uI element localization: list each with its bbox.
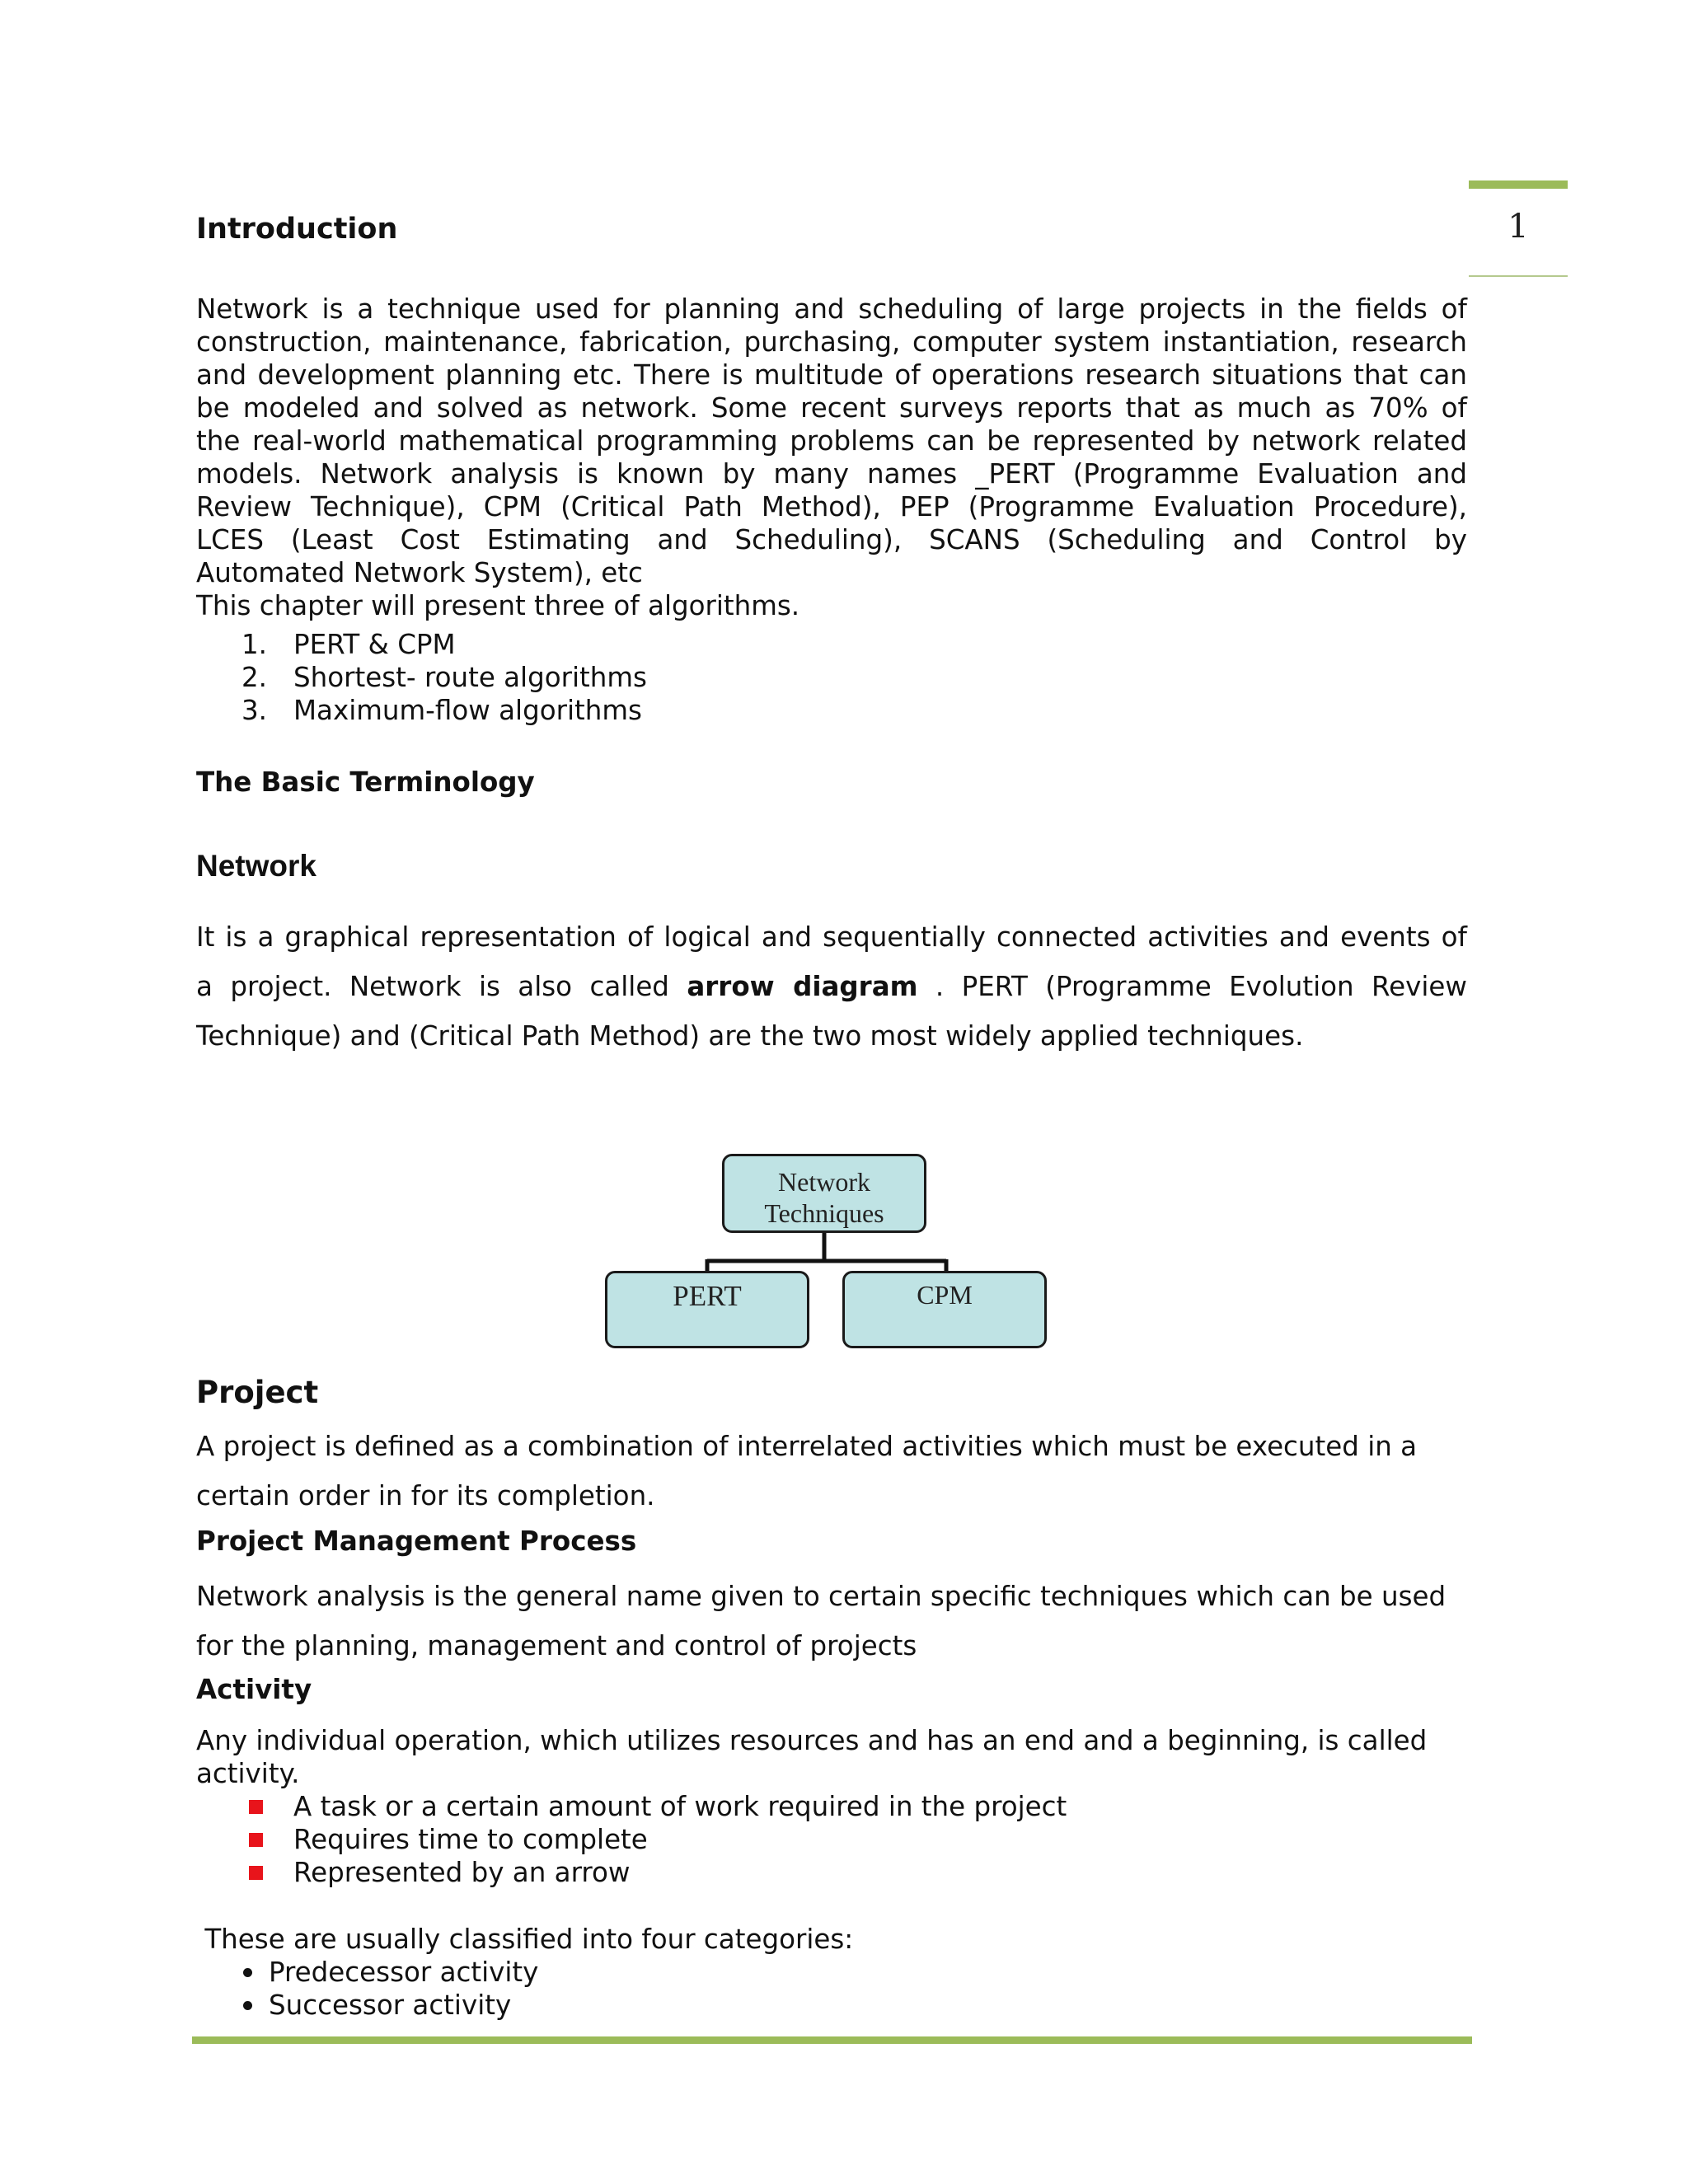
network-line-3: Technique) and (Critical Path Method) are the two most widely applied techniques.	[196, 1020, 1304, 1052]
bullet-text: A task or a certain amount of work required in the project	[293, 1791, 1067, 1822]
chapter-line: This chapter will present three of algorithms.	[196, 590, 800, 621]
activity-bullets	[196, 1790, 1432, 1889]
bullet-dot-icon	[243, 2001, 252, 2010]
intro-line: LCES (Least Cost Estimating and Scheduling), SCANS (Scheduling and Control by	[196, 524, 1467, 555]
list-item	[196, 1790, 1432, 1823]
bullet-dot-icon	[243, 1968, 252, 1977]
list-text: Shortest- route algorithms	[293, 662, 647, 693]
project-line-2: certain order in for its completion.	[196, 1480, 655, 1511]
box-text: CPM	[917, 1280, 973, 1310]
network-line-2	[196, 962, 1467, 1011]
activity-line-2: activity.	[196, 1758, 300, 1789]
list-number: 2.	[241, 662, 268, 693]
algorithms-list	[196, 628, 1268, 727]
red-square-bullet-icon	[249, 1800, 263, 1814]
header-thin-rule	[1469, 275, 1568, 277]
project-heading: Project	[196, 1375, 319, 1410]
basic-terminology-heading: The Basic Terminology	[196, 766, 535, 798]
red-square-bullet-icon	[249, 1866, 263, 1880]
header-accent-rule	[1469, 180, 1568, 189]
list-item	[196, 628, 1268, 661]
list-item	[196, 1956, 1432, 1989]
bullet-text: Represented by an arrow	[293, 1857, 631, 1888]
network-line-2-post: . PERT (Programme Evolution Review	[935, 971, 1467, 1002]
project-paragraph	[196, 1422, 1467, 1521]
network-techniques-diagram	[605, 1154, 1055, 1353]
cpm-box	[842, 1271, 1047, 1348]
categories-list	[196, 1956, 1432, 2022]
arrow-diagram-term: arrow diagram	[687, 971, 918, 1002]
list-number: 3.	[241, 695, 268, 726]
list-text: PERT & CPM	[293, 629, 456, 660]
introduction-paragraph	[196, 293, 1467, 622]
list-number: 1.	[241, 629, 268, 660]
project-line-1: A project is defined as a combination of interrelated activities which must be executed in a	[196, 1431, 1418, 1462]
bullet-text: Requires time to complete	[293, 1824, 648, 1855]
list-item	[196, 694, 1268, 727]
intro-line: be modeled and solved as network. Some recent surveys reports that as much as 70% of	[196, 392, 1467, 424]
list-text: Maximum-flow algorithms	[293, 695, 642, 726]
pert-box	[605, 1271, 809, 1348]
list-item	[196, 1989, 1432, 2022]
intro-line: construction, maintenance, fabrication, purchasing, computer system instantiation, research	[196, 326, 1467, 358]
categories-intro: These are usually classified into four categories:	[196, 1924, 854, 1955]
network-paragraph	[196, 912, 1467, 1061]
network-techniques-box	[722, 1154, 926, 1233]
pmp-paragraph	[196, 1572, 1467, 1671]
red-square-bullet-icon	[249, 1833, 263, 1847]
box-text: Techniques	[764, 1198, 884, 1228]
box-text: PERT	[673, 1280, 742, 1312]
intro-line: Review Technique), CPM (Critical Path Method), PEP (Programme Evaluation Procedure),	[196, 491, 1467, 523]
activity-line-1: Any individual operation, which utilizes resources and has an end and a beginning, is called	[196, 1725, 1428, 1756]
activity-paragraph	[196, 1724, 1467, 1790]
pmp-line-1: Network analysis is the general name given to certain specific techniques which can be used	[196, 1581, 1447, 1612]
list-item	[196, 1856, 1432, 1889]
footer-accent-rule	[192, 2036, 1472, 2044]
page-number: 1	[1507, 208, 1529, 246]
pmp-heading: Project Management Process	[196, 1526, 637, 1557]
network-line-2-pre: a project. Network is also called	[196, 971, 687, 1002]
pmp-line-2: for the planning, management and control of projects	[196, 1630, 917, 1661]
list-item	[196, 661, 1268, 694]
bullet-text: Predecessor activity	[269, 1957, 539, 1988]
intro-line: Network is a technique used for planning and scheduling of large projects in the fields of	[196, 293, 1467, 325]
intro-line: and development planning etc. There is multitude of operations research situations that can	[196, 359, 1467, 391]
intro-line: models. Network analysis is known by many names _PERT (Programme Evaluation and	[196, 458, 1467, 490]
activity-heading: Activity	[196, 1674, 312, 1705]
network-line-1: It is a graphical representation of logical and sequentially connected activities and events of	[196, 921, 1467, 953]
network-heading: Network	[196, 849, 316, 883]
bullet-text: Successor activity	[269, 1990, 512, 2021]
intro-line: Automated Network System), etc	[196, 557, 643, 588]
introduction-heading: Introduction	[196, 213, 398, 246]
box-text: Network	[778, 1167, 870, 1197]
intro-line: the real-world mathematical programming problems can be represented by network related	[196, 425, 1467, 457]
list-item	[196, 1823, 1432, 1856]
